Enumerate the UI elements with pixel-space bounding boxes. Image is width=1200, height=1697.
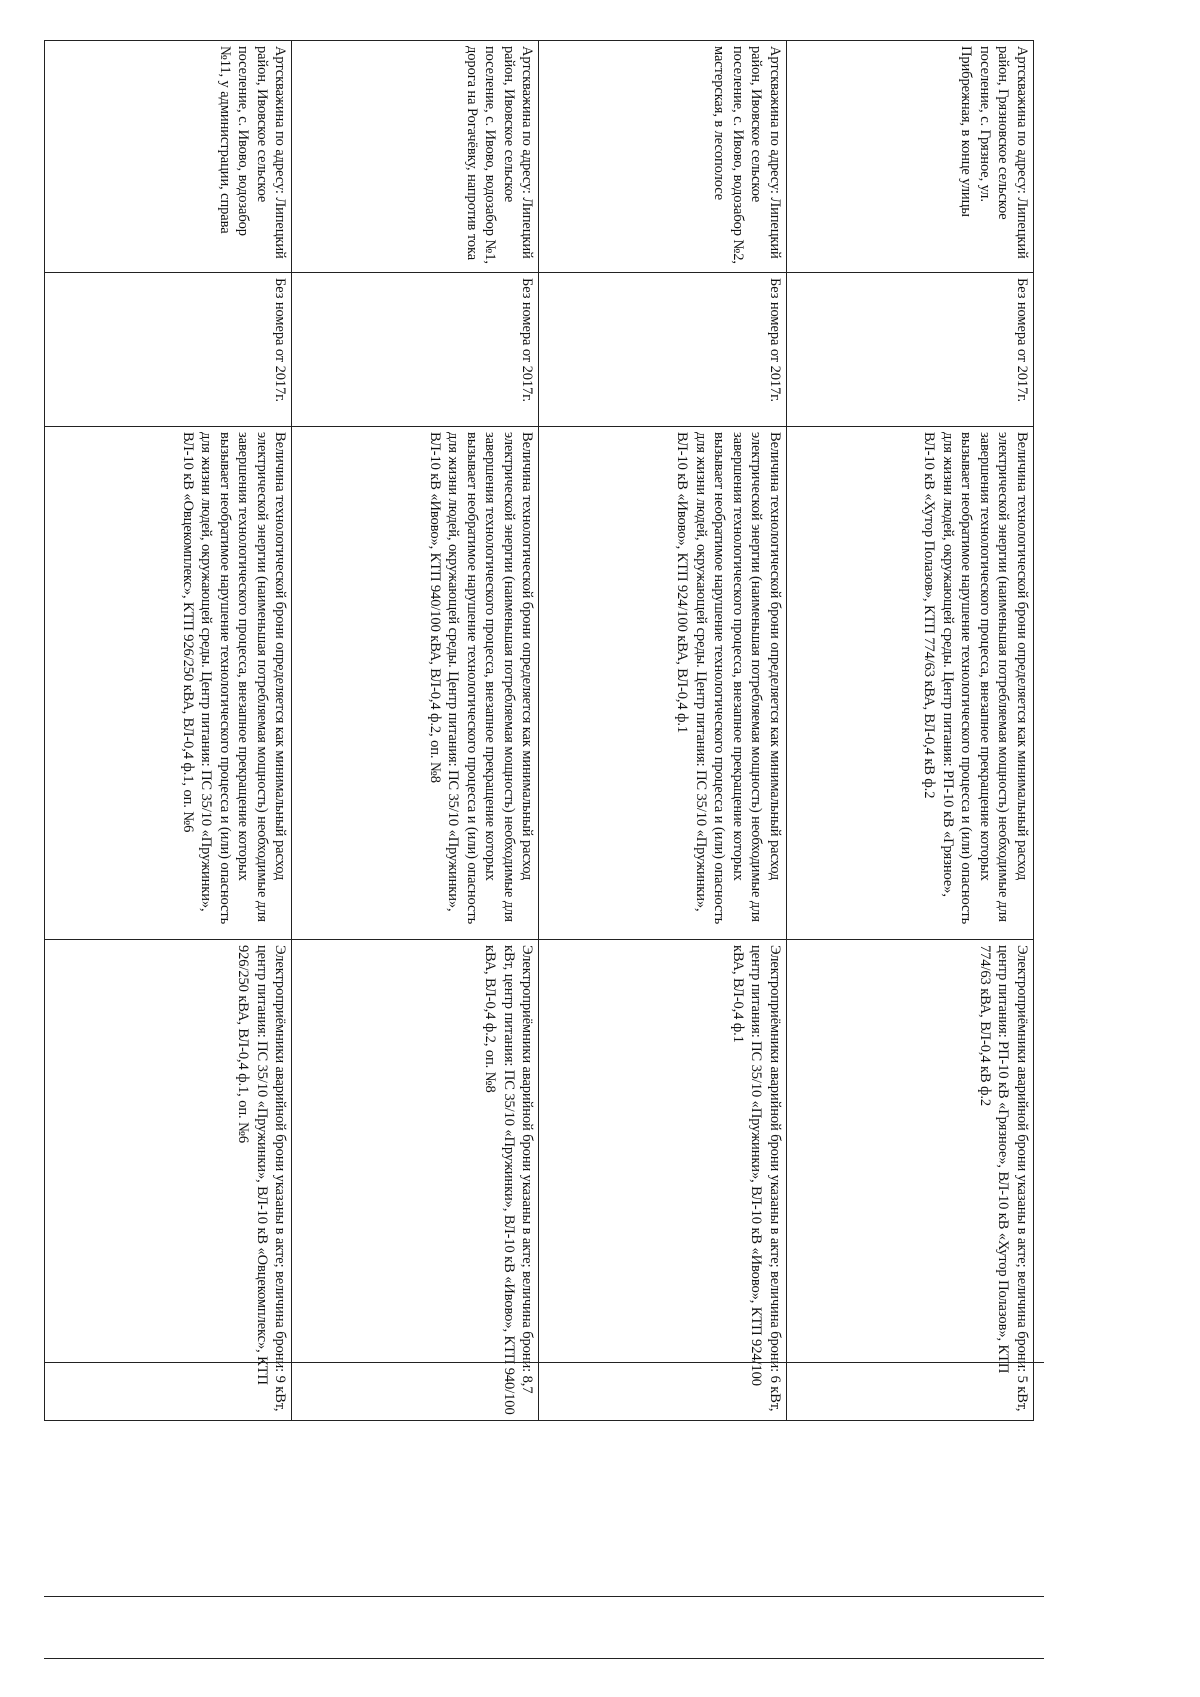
table-row [539, 41, 786, 1421]
address-cell: Артскважина по адресу: Липецкий район, Грязновское сельское поселение, с. Грязное, ул. Прибрежная, в конце улицы [786, 41, 1033, 273]
document-cell: Без номера от 2017г. [539, 273, 786, 427]
technological-reserve-cell: Величина технологической брони определяется как минимальный расход электрической энергии (наименьшая потребляемая мощность) необходимые для завершения технологического процесса, внезапное прекращение которых вызывает необратимое нарушение технологического процесса и (или) опасность для жизни людей, окружающей среды. Центр питания: ПС 35/10 «Пружинки», ВЛ-10 кВ «Овцекомплекс», КТП 926/250 кВА, ВЛ-0,4 ф.1, оп. №6 [45, 427, 292, 940]
technological-reserve-cell: Величина технологической брони определяется как минимальный расход электрической энергии (наименьшая потребляемая мощность) необходимые для завершения технологического процесса, внезапное прекращение которых вызывает необратимое нарушение технологического процесса и (или) опасность для жизни людей, окружающей среды. Центр питания: ПС 35/10 «Пружинки», ВЛ-10 кВ «Ивово», КТП 940/100 кВА, ВЛ-0,4 ф.2, оп. №8 [292, 427, 539, 940]
document-cell: Без номера от 2017г. [45, 273, 292, 427]
document-cell: Без номера от 2017г. [786, 273, 1033, 427]
address-cell: Артскважина по адресу: Липецкий район, Ивовское сельское поселение, с. Ивово, водозабор №11, у администрации, справа [45, 41, 292, 273]
horizontal-rule [44, 1596, 1044, 1597]
emergency-reserve-cell: Электроприёмники аварийной брони указаны в акте; величина брони: 6 кВт, центр питания: ПС 35/10 «Пружинки», ВЛ-10 кВ «Ивово», КТП 924/100 кВА, ВЛ-0,4 ф.1 [539, 940, 786, 1421]
table-row [45, 41, 292, 1421]
horizontal-rule [44, 1362, 1044, 1363]
emergency-reserve-cell: Электроприёмники аварийной брони указаны в акте; величина брони: 5 кВт, центр питания: РП-10 кВ «Грязное», ВЛ-10 кВ «Хутор Полазов», КТП 774/63 кВА, ВЛ-0,4 кВ ф.2 [786, 940, 1033, 1421]
document-cell: Без номера от 2017г. [292, 273, 539, 427]
technological-reserve-cell: Величина технологической брони определяется как минимальный расход электрической энергии (наименьшая потребляемая мощность) необходимые для завершения технологического процесса, внезапное прекращение которых вызывает необратимое нарушение технологического процесса и (или) опасность для жизни людей, окружающей среды. Центр питания: РП-10 кВ «Грязное», ВЛ-10 кВ «Хутор Полазов», КТП 774/63 кВА, ВЛ-0,4 кВ ф.2 [786, 427, 1033, 940]
table-row [292, 41, 539, 1421]
emergency-reserve-cell: Электроприёмники аварийной брони указаны в акте; величина брони: 9 кВт, центр питания: ПС 35/10 «Пружинки», ВЛ-10 кВ «Овцекомплекс», КТП 926/250 кВА, ВЛ-0,4 ф.1, оп. №6 [45, 940, 292, 1421]
technological-reserve-cell: Величина технологической брони определяется как минимальный расход электрической энергии (наименьшая потребляемая мощность) необходимые для завершения технологического процесса, внезапное прекращение которых вызывает необратимое нарушение технологического процесса и (или) опасность для жизни людей, окружающей среды. Центр питания: ПС 35/10 «Пружинки», ВЛ-10 кВ «Ивово», КТП 924/100 кВА, ВЛ-0,4 ф.1 [539, 427, 786, 940]
reserve-table-rotated [44, 40, 1034, 1420]
emergency-reserve-cell: Электроприёмники аварийной брони указаны в акте; величина брони: 8,7 кВт, центр питания: ПС 35/10 «Пружинки», ВЛ-10 кВ «Ивово», КТП 940/100 кВА, ВЛ-0,4 ф.2, оп. №8 [292, 940, 539, 1421]
address-cell: Артскважина по адресу: Липецкий район, Ивовское сельское поселение, с. Ивово, водозабор №1, дорога на Рогачёвку, напротив тока [292, 41, 539, 273]
horizontal-rule [44, 1658, 1044, 1659]
reserve-table [44, 40, 1034, 1421]
address-cell: Артскважина по адресу: Липецкий район, Ивовское сельское поселение, с. Ивово, водозабор №2, мастерская, в лесополосе [539, 41, 786, 273]
table-row [786, 41, 1033, 1421]
